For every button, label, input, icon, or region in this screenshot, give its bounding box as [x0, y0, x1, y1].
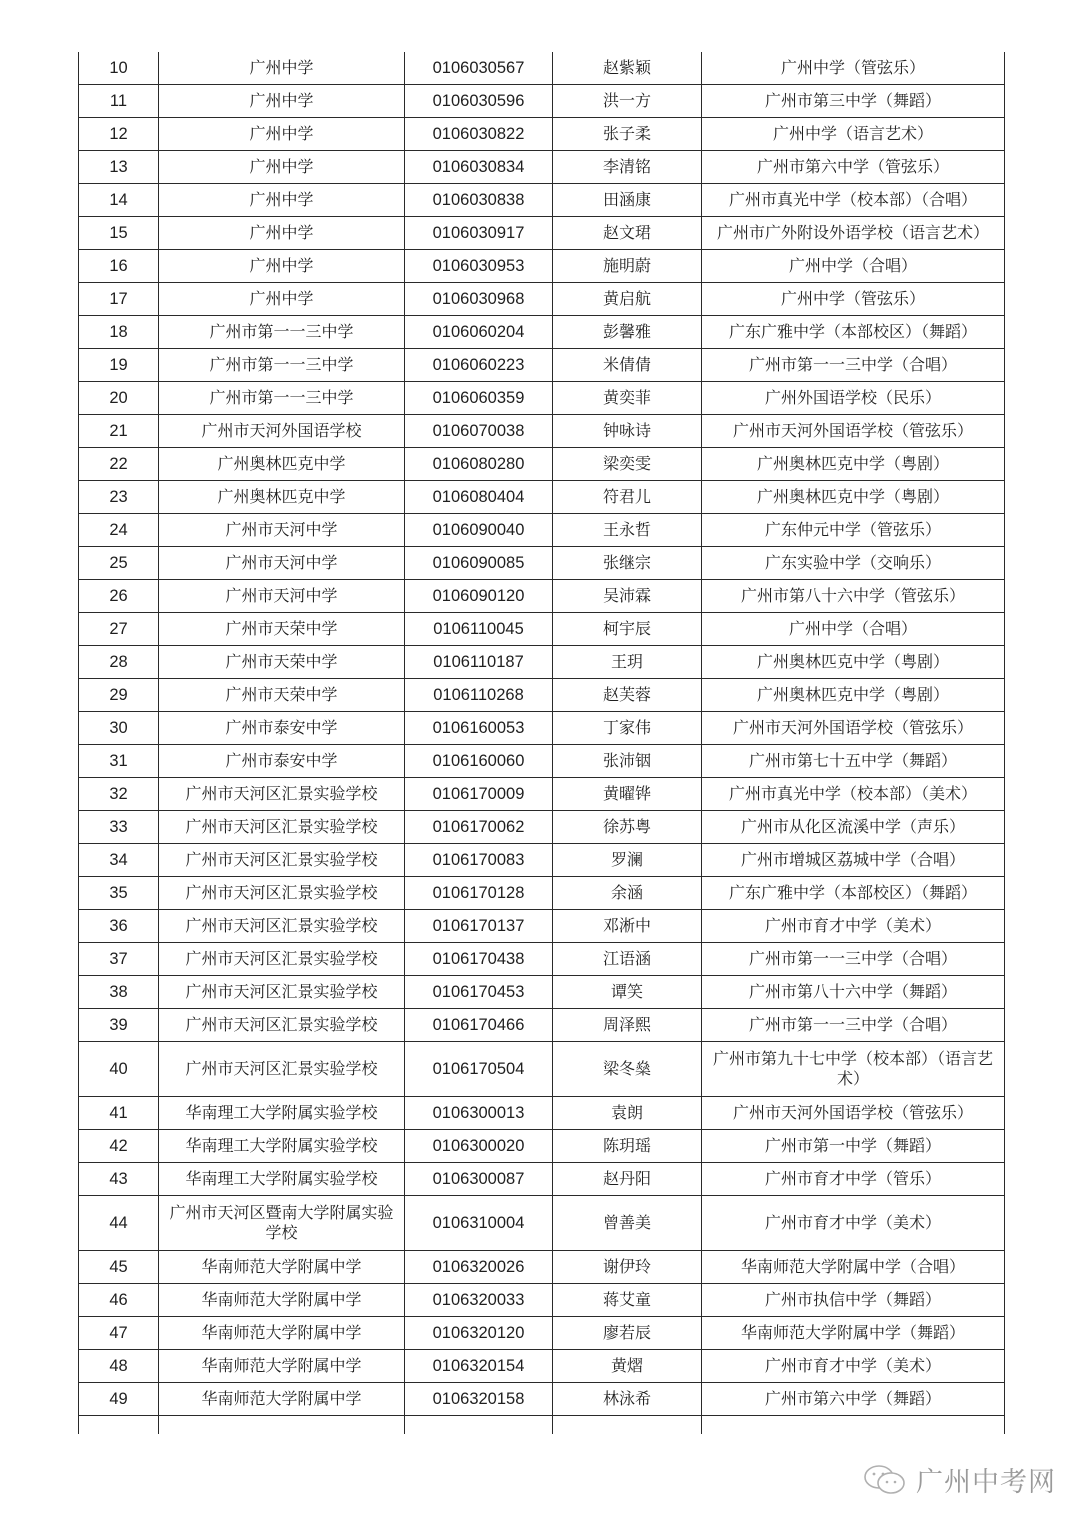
- row-number-cell: 22: [79, 448, 159, 481]
- row-number-cell: 48: [79, 1350, 159, 1383]
- exam-code-cell: 0106030822: [405, 118, 553, 151]
- admitted-school-cell: 广州奥林匹克中学（粤剧）: [702, 448, 1005, 481]
- origin-school-cell: 华南师范大学附属中学: [159, 1350, 405, 1383]
- exam-code-cell: 0106060204: [405, 316, 553, 349]
- exam-code-cell: 0106110045: [405, 613, 553, 646]
- student-name-cell: 梁冬燊: [553, 1042, 702, 1097]
- origin-school-cell: 广州市天河区汇景实验学校: [159, 877, 405, 910]
- exam-code-cell: 0106030838: [405, 184, 553, 217]
- exam-code-cell: 0106170083: [405, 844, 553, 877]
- student-name-cell: 徐苏粤: [553, 811, 702, 844]
- table-row: [79, 877, 1005, 910]
- table-row: [79, 52, 1005, 85]
- origin-school-cell: 广州市泰安中学: [159, 712, 405, 745]
- origin-school-cell: 广州中学: [159, 184, 405, 217]
- origin-school-cell: 广州市天河外国语学校: [159, 415, 405, 448]
- origin-school-cell: 广州中学: [159, 151, 405, 184]
- origin-school-cell: 广州中学: [159, 217, 405, 250]
- origin-school-cell: 广州市天河区汇景实验学校: [159, 976, 405, 1009]
- table-row: [79, 1196, 1005, 1251]
- student-name-cell: 邓淅中: [553, 910, 702, 943]
- origin-school-cell: 广州市天河中学: [159, 514, 405, 547]
- student-name-cell: 黄启航: [553, 283, 702, 316]
- student-name-cell: 谢伊玲: [553, 1251, 702, 1284]
- row-number-cell: 15: [79, 217, 159, 250]
- admitted-school-cell: 广州市第一一三中学（合唱）: [702, 1009, 1005, 1042]
- table-row: [79, 1284, 1005, 1317]
- exam-code-cell: 0106030596: [405, 85, 553, 118]
- admitted-school-cell: 广州市增城区荔城中学（合唱）: [702, 844, 1005, 877]
- exam-code-cell: 0106030953: [405, 250, 553, 283]
- admitted-school-cell: 广州中学（管弦乐）: [702, 283, 1005, 316]
- exam-code-cell: 0106170137: [405, 910, 553, 943]
- table-row: [79, 1251, 1005, 1284]
- row-number-cell: 31: [79, 745, 159, 778]
- row-number-cell: 34: [79, 844, 159, 877]
- table-row: [79, 679, 1005, 712]
- admitted-school-cell: 广州市真光中学（校本部）（合唱）: [702, 184, 1005, 217]
- table-row: [79, 910, 1005, 943]
- row-number-cell: 43: [79, 1163, 159, 1196]
- admitted-school-cell: 华南师范大学附属中学（舞蹈）: [702, 1317, 1005, 1350]
- exam-code-cell: 0106320026: [405, 1251, 553, 1284]
- admitted-school-cell: 广州市天河外国语学校（管弦乐）: [702, 415, 1005, 448]
- student-name-cell: 赵丹阳: [553, 1163, 702, 1196]
- student-name-cell: 黄熠: [553, 1350, 702, 1383]
- admitted-school-cell: 广州奥林匹克中学（粤剧）: [702, 646, 1005, 679]
- student-name-cell: 蒋艾童: [553, 1284, 702, 1317]
- exam-code-cell: 0106030834: [405, 151, 553, 184]
- exam-code-cell: 0106310004: [405, 1196, 553, 1251]
- origin-school-cell: 广州奥林匹克中学: [159, 481, 405, 514]
- row-number-cell: 25: [79, 547, 159, 580]
- student-name-cell: 张子柔: [553, 118, 702, 151]
- exam-code-cell: 0106090120: [405, 580, 553, 613]
- origin-school-cell: 广州中学: [159, 250, 405, 283]
- origin-school-cell: 广州市第一一三中学: [159, 316, 405, 349]
- table-row: [79, 580, 1005, 613]
- student-name-cell: 施明蔚: [553, 250, 702, 283]
- student-name-cell: 洪一方: [553, 85, 702, 118]
- exam-code-cell: 0106060223: [405, 349, 553, 382]
- row-number-cell: 28: [79, 646, 159, 679]
- student-name-cell: 丁家伟: [553, 712, 702, 745]
- table-row: [79, 1350, 1005, 1383]
- table-row: [79, 745, 1005, 778]
- row-number-cell: 21: [79, 415, 159, 448]
- student-name-cell: 江语涵: [553, 943, 702, 976]
- origin-school-cell: 广州市天河区汇景实验学校: [159, 910, 405, 943]
- row-number-cell: 45: [79, 1251, 159, 1284]
- student-name-cell: 张沛铟: [553, 745, 702, 778]
- origin-school-cell: 广州奥林匹克中学: [159, 448, 405, 481]
- admitted-school-cell: 广州市第六中学（舞蹈）: [702, 1383, 1005, 1416]
- origin-school-cell: 广州市泰安中学: [159, 745, 405, 778]
- student-name-cell: 余涵: [553, 877, 702, 910]
- row-number-cell: 30: [79, 712, 159, 745]
- student-name-cell: 李清铭: [553, 151, 702, 184]
- row-number-cell: 38: [79, 976, 159, 1009]
- origin-school-cell: 广州市天河中学: [159, 547, 405, 580]
- row-number-cell: 10: [79, 52, 159, 85]
- row-number-cell: 36: [79, 910, 159, 943]
- exam-code-cell: 0106030567: [405, 52, 553, 85]
- admitted-school-cell: 广州奥林匹克中学（粤剧）: [702, 481, 1005, 514]
- origin-school-cell: 华南师范大学附属中学: [159, 1383, 405, 1416]
- row-number-cell: 35: [79, 877, 159, 910]
- student-name-cell: 陈玥瑶: [553, 1130, 702, 1163]
- admitted-school-cell: 广东实验中学（交响乐）: [702, 547, 1005, 580]
- student-name-cell: 王永哲: [553, 514, 702, 547]
- row-number-cell: 37: [79, 943, 159, 976]
- admitted-school-cell: 广州市从化区流溪中学（声乐）: [702, 811, 1005, 844]
- admitted-school-cell: 广州市育才中学（管乐）: [702, 1163, 1005, 1196]
- table-row: [79, 1097, 1005, 1130]
- exam-code-cell: 0106300013: [405, 1097, 553, 1130]
- exam-code-cell: 0106170466: [405, 1009, 553, 1042]
- table-row: [79, 778, 1005, 811]
- table-body: [79, 52, 1005, 1434]
- admitted-school-cell: 广州市执信中学（舞蹈）: [702, 1284, 1005, 1317]
- admitted-school-cell: 广东广雅中学（本部校区）（舞蹈）: [702, 316, 1005, 349]
- table-row-continuation: [79, 1416, 1005, 1435]
- row-number-cell: 40: [79, 1042, 159, 1097]
- row-number-cell: 26: [79, 580, 159, 613]
- row-number-cell: 27: [79, 613, 159, 646]
- exam-code-cell: 0106320033: [405, 1284, 553, 1317]
- table-row: [79, 481, 1005, 514]
- empty-cell: [79, 1416, 159, 1435]
- row-number-cell: 18: [79, 316, 159, 349]
- admitted-school-cell: 广东广雅中学（本部校区）（舞蹈）: [702, 877, 1005, 910]
- admitted-school-cell: 广州市第三中学（舞蹈）: [702, 85, 1005, 118]
- exam-code-cell: 0106160060: [405, 745, 553, 778]
- exam-code-cell: 0106060359: [405, 382, 553, 415]
- student-name-cell: 赵芙蓉: [553, 679, 702, 712]
- origin-school-cell: 广州市第一一三中学: [159, 349, 405, 382]
- admitted-school-cell: 广州外国语学校（民乐）: [702, 382, 1005, 415]
- table-row: [79, 118, 1005, 151]
- exam-code-cell: 0106070038: [405, 415, 553, 448]
- student-name-cell: 符君儿: [553, 481, 702, 514]
- admitted-school-cell: 广州市第八十六中学（管弦乐）: [702, 580, 1005, 613]
- table-row: [79, 943, 1005, 976]
- origin-school-cell: 广州市天河区汇景实验学校: [159, 1009, 405, 1042]
- exam-code-cell: 0106080404: [405, 481, 553, 514]
- admitted-school-cell: 广东仲元中学（管弦乐）: [702, 514, 1005, 547]
- empty-cell: [702, 1416, 1005, 1435]
- table-row: [79, 349, 1005, 382]
- student-name-cell: 梁奕雯: [553, 448, 702, 481]
- row-number-cell: 17: [79, 283, 159, 316]
- exam-code-cell: 0106170453: [405, 976, 553, 1009]
- table-row: [79, 382, 1005, 415]
- origin-school-cell: 广州市天荣中学: [159, 679, 405, 712]
- table-row: [79, 1163, 1005, 1196]
- origin-school-cell: 广州市天荣中学: [159, 613, 405, 646]
- admitted-school-cell: 广州市第一中学（舞蹈）: [702, 1130, 1005, 1163]
- admitted-school-cell: 广州市第六中学（管弦乐）: [702, 151, 1005, 184]
- student-name-cell: 王玥: [553, 646, 702, 679]
- student-name-cell: 柯宇辰: [553, 613, 702, 646]
- admission-table: [78, 52, 1005, 1434]
- origin-school-cell: 广州市天河区汇景实验学校: [159, 943, 405, 976]
- table-row: [79, 184, 1005, 217]
- student-name-cell: 袁朗: [553, 1097, 702, 1130]
- student-name-cell: 赵文珺: [553, 217, 702, 250]
- student-name-cell: 彭馨雅: [553, 316, 702, 349]
- empty-cell: [553, 1416, 702, 1435]
- student-name-cell: 米倩倩: [553, 349, 702, 382]
- admitted-school-cell: 广州市育才中学（美术）: [702, 1196, 1005, 1251]
- table-row: [79, 1042, 1005, 1097]
- row-number-cell: 49: [79, 1383, 159, 1416]
- student-name-cell: 曾善美: [553, 1196, 702, 1251]
- row-number-cell: 13: [79, 151, 159, 184]
- origin-school-cell: 广州中学: [159, 52, 405, 85]
- origin-school-cell: 华南理工大学附属实验学校: [159, 1097, 405, 1130]
- admitted-school-cell: 广州中学（合唱）: [702, 250, 1005, 283]
- row-number-cell: 42: [79, 1130, 159, 1163]
- row-number-cell: 32: [79, 778, 159, 811]
- origin-school-cell: 广州市天河区汇景实验学校: [159, 778, 405, 811]
- row-number-cell: 14: [79, 184, 159, 217]
- admitted-school-cell: 广州市第九十七中学（校本部）（语言艺术）: [702, 1042, 1005, 1097]
- empty-cell: [159, 1416, 405, 1435]
- exam-code-cell: 0106320120: [405, 1317, 553, 1350]
- exam-code-cell: 0106110187: [405, 646, 553, 679]
- table-row: [79, 646, 1005, 679]
- admitted-school-cell: 广州市第一一三中学（合唱）: [702, 349, 1005, 382]
- table-row: [79, 844, 1005, 877]
- exam-code-cell: 0106320158: [405, 1383, 553, 1416]
- empty-cell: [405, 1416, 553, 1435]
- origin-school-cell: 华南理工大学附属实验学校: [159, 1163, 405, 1196]
- admitted-school-cell: 广州市真光中学（校本部）（美术）: [702, 778, 1005, 811]
- table-row: [79, 151, 1005, 184]
- table-row: [79, 811, 1005, 844]
- student-name-cell: 林泳希: [553, 1383, 702, 1416]
- wechat-icon: [862, 1463, 908, 1497]
- table-row: [79, 415, 1005, 448]
- exam-code-cell: 0106170504: [405, 1042, 553, 1097]
- student-name-cell: 张继宗: [553, 547, 702, 580]
- row-number-cell: 11: [79, 85, 159, 118]
- table-row: [79, 514, 1005, 547]
- origin-school-cell: 华南理工大学附属实验学校: [159, 1130, 405, 1163]
- exam-code-cell: 0106300020: [405, 1130, 553, 1163]
- student-name-cell: 黄奕菲: [553, 382, 702, 415]
- origin-school-cell: 广州中学: [159, 283, 405, 316]
- origin-school-cell: 广州市天河区汇景实验学校: [159, 844, 405, 877]
- watermark: [862, 1460, 1056, 1499]
- student-name-cell: 钟咏诗: [553, 415, 702, 448]
- row-number-cell: 12: [79, 118, 159, 151]
- row-number-cell: 16: [79, 250, 159, 283]
- admitted-school-cell: 广州中学（语言艺术）: [702, 118, 1005, 151]
- row-number-cell: 29: [79, 679, 159, 712]
- row-number-cell: 33: [79, 811, 159, 844]
- admitted-school-cell: 广州中学（合唱）: [702, 613, 1005, 646]
- exam-code-cell: 0106080280: [405, 448, 553, 481]
- table-row: [79, 1009, 1005, 1042]
- origin-school-cell: 广州市天荣中学: [159, 646, 405, 679]
- row-number-cell: 24: [79, 514, 159, 547]
- student-name-cell: 黄曜铧: [553, 778, 702, 811]
- origin-school-cell: 华南师范大学附属中学: [159, 1284, 405, 1317]
- exam-code-cell: 0106030917: [405, 217, 553, 250]
- exam-code-cell: 0106170062: [405, 811, 553, 844]
- admitted-school-cell: 广州奥林匹克中学（粤剧）: [702, 679, 1005, 712]
- origin-school-cell: 广州市第一一三中学: [159, 382, 405, 415]
- student-name-cell: 谭笑: [553, 976, 702, 1009]
- origin-school-cell: 广州中学: [159, 85, 405, 118]
- table-row: [79, 250, 1005, 283]
- row-number-cell: 44: [79, 1196, 159, 1251]
- row-number-cell: 19: [79, 349, 159, 382]
- exam-code-cell: 0106090040: [405, 514, 553, 547]
- student-name-cell: 廖若辰: [553, 1317, 702, 1350]
- student-name-cell: 周泽熙: [553, 1009, 702, 1042]
- exam-code-cell: 0106030968: [405, 283, 553, 316]
- exam-code-cell: 0106090085: [405, 547, 553, 580]
- row-number-cell: 39: [79, 1009, 159, 1042]
- origin-school-cell: 广州中学: [159, 118, 405, 151]
- row-number-cell: 23: [79, 481, 159, 514]
- admitted-school-cell: 广州市天河外国语学校（管弦乐）: [702, 712, 1005, 745]
- admitted-school-cell: 华南师范大学附属中学（合唱）: [702, 1251, 1005, 1284]
- table-row: [79, 1130, 1005, 1163]
- student-name-cell: 田涵康: [553, 184, 702, 217]
- exam-code-cell: 0106320154: [405, 1350, 553, 1383]
- admitted-school-cell: 广州市育才中学（美术）: [702, 910, 1005, 943]
- row-number-cell: 41: [79, 1097, 159, 1130]
- table-row: [79, 1383, 1005, 1416]
- row-number-cell: 47: [79, 1317, 159, 1350]
- table-row: [79, 316, 1005, 349]
- table-row: [79, 283, 1005, 316]
- row-number-cell: 46: [79, 1284, 159, 1317]
- origin-school-cell: 广州市天河区汇景实验学校: [159, 811, 405, 844]
- row-number-cell: 20: [79, 382, 159, 415]
- origin-school-cell: 华南师范大学附属中学: [159, 1251, 405, 1284]
- admitted-school-cell: 广州市第七十五中学（舞蹈）: [702, 745, 1005, 778]
- table-row: [79, 712, 1005, 745]
- student-name-cell: 赵紫颖: [553, 52, 702, 85]
- table-row: [79, 217, 1005, 250]
- exam-code-cell: 0106110268: [405, 679, 553, 712]
- table-row: [79, 448, 1005, 481]
- exam-code-cell: 0106160053: [405, 712, 553, 745]
- table-row: [79, 976, 1005, 1009]
- origin-school-cell: 广州市天河区暨南大学附属实验学校: [159, 1196, 405, 1251]
- admitted-school-cell: 广州市第一一三中学（合唱）: [702, 943, 1005, 976]
- watermark-text: 广州中考网: [916, 1467, 1056, 1498]
- table-row: [79, 85, 1005, 118]
- admission-table-container: [78, 52, 1004, 1434]
- table-row: [79, 613, 1005, 646]
- table-row: [79, 1317, 1005, 1350]
- exam-code-cell: 0106170009: [405, 778, 553, 811]
- admitted-school-cell: 广州市广外附设外语学校（语言艺术）: [702, 217, 1005, 250]
- exam-code-cell: 0106300087: [405, 1163, 553, 1196]
- origin-school-cell: 广州市天河区汇景实验学校: [159, 1042, 405, 1097]
- admitted-school-cell: 广州市天河外国语学校（管弦乐）: [702, 1097, 1005, 1130]
- exam-code-cell: 0106170438: [405, 943, 553, 976]
- admitted-school-cell: 广州市育才中学（美术）: [702, 1350, 1005, 1383]
- admitted-school-cell: 广州市第八十六中学（舞蹈）: [702, 976, 1005, 1009]
- student-name-cell: 吴沛霖: [553, 580, 702, 613]
- admitted-school-cell: 广州中学（管弦乐）: [702, 52, 1005, 85]
- origin-school-cell: 广州市天河中学: [159, 580, 405, 613]
- origin-school-cell: 华南师范大学附属中学: [159, 1317, 405, 1350]
- table-row: [79, 547, 1005, 580]
- student-name-cell: 罗澜: [553, 844, 702, 877]
- exam-code-cell: 0106170128: [405, 877, 553, 910]
